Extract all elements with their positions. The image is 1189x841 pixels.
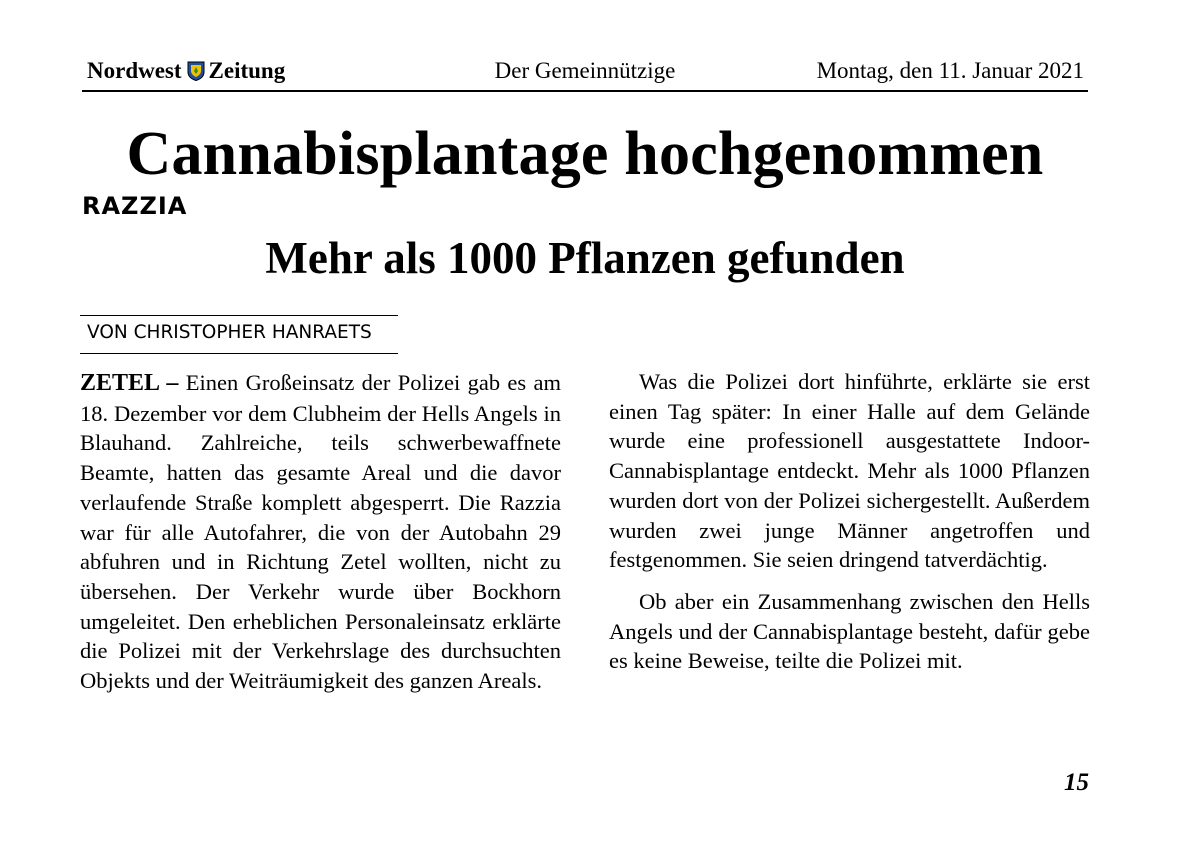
section-title: Der Gemeinnützige [494, 58, 676, 83]
paragraph-1-text: Einen Großeinsatz der Polizei gab es am 18. Dezember vor dem Clubheim der Hells Angels in Blauhand. Zahlreiche, teils schwerbewaffnete Beamte, hatten das gesamte Areal und die davor verlaufende Straße komplett abgesperrt. Die Razzia war für alle Autofahrer, die von der Autobahn 29 abfuhren und in Richtung Zetel wollten, nicht zu übersehen. Der Verkehr wurde über Bockhorn umgeleitet. Den erheblichen Personaleinsatz erklärte die Polizei mit der Verkehrslage des durchsuchten Objekts und der Weiträumigkeit des ganzen Areals. [80, 370, 561, 694]
paper-name-part2: Zeitung [208, 58, 286, 83]
subheadline: Mehr als 1000 Pflanzen gefunden [265, 233, 905, 283]
paragraph-1 [80, 368, 561, 696]
dateline: ZETEL – [80, 370, 179, 396]
kicker: RAZZIA [82, 192, 188, 220]
byline: VON CHRISTOPHER HANRAETS [87, 322, 372, 343]
article-column-left [80, 368, 561, 696]
paragraph-2: Was die Polizei dort hinführte, erklärte sie erst einen Tag später: In einer Halle auf dem Gelände wurde eine professionell ausgestattete Indoor-Cannabisplantage entdeckt. Mehr als 1000 Pflanzen wurden dort von der Polizei sichergestellt. Außerdem wurden zwei junge Männer angetroffen und festgenommen. Sie seien dringend tatverdächtig. [609, 369, 1090, 573]
article-column-right [609, 367, 1090, 676]
byline-box [80, 315, 398, 354]
masthead [82, 58, 1088, 90]
page-number: 15 [1064, 769, 1089, 796]
issue-date: Montag, den 11. Januar 2021 [816, 58, 1084, 83]
paper-name-part1: Nordwest [87, 58, 182, 83]
paragraph-3: Ob aber ein Zusammenhang zwischen den Hells Angels und der Cannabisplantage besteht, dafür gebe es keine Beweise, teilte die Polizei mit. [609, 588, 1090, 674]
masthead-rule [82, 90, 1088, 92]
headline: Cannabisplantage hochgenommen [126, 120, 1044, 188]
